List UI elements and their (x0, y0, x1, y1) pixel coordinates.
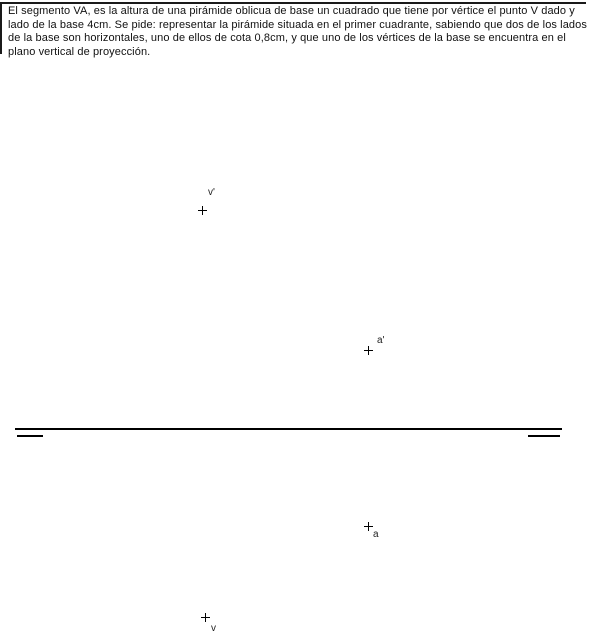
cross-vertical-stroke (368, 522, 369, 531)
point-marker-v (201, 613, 210, 622)
point-label-a-prime: a' (377, 335, 385, 346)
cross-vertical-stroke (368, 346, 369, 355)
point-marker-a-prime (364, 346, 373, 355)
point-label-v: v (211, 623, 216, 634)
point-label-a: a (373, 529, 379, 540)
point-marker-a (364, 522, 373, 531)
ground-line (15, 428, 562, 430)
cross-vertical-stroke (205, 613, 206, 622)
point-label-v-prime: v' (208, 187, 215, 198)
ground-line-tick-right (528, 435, 560, 437)
point-marker-v-prime (198, 206, 207, 215)
problem-statement: El segmento VA, es la altura de una pirámide oblicua de base un cuadrado que tiene por vértice el punto V dado y lado de la base 4cm. Se pide: representar la pirámide situada en el primer cuadrante, sabiendo que dos de los lados de la base son horizontales, uno de ellos de cota 0,8cm, y que uno de los vértices de la base se encuentra en el plano vertical de proyección. (8, 5, 587, 58)
cross-vertical-stroke (202, 206, 203, 215)
ground-line-tick-left (17, 435, 43, 437)
